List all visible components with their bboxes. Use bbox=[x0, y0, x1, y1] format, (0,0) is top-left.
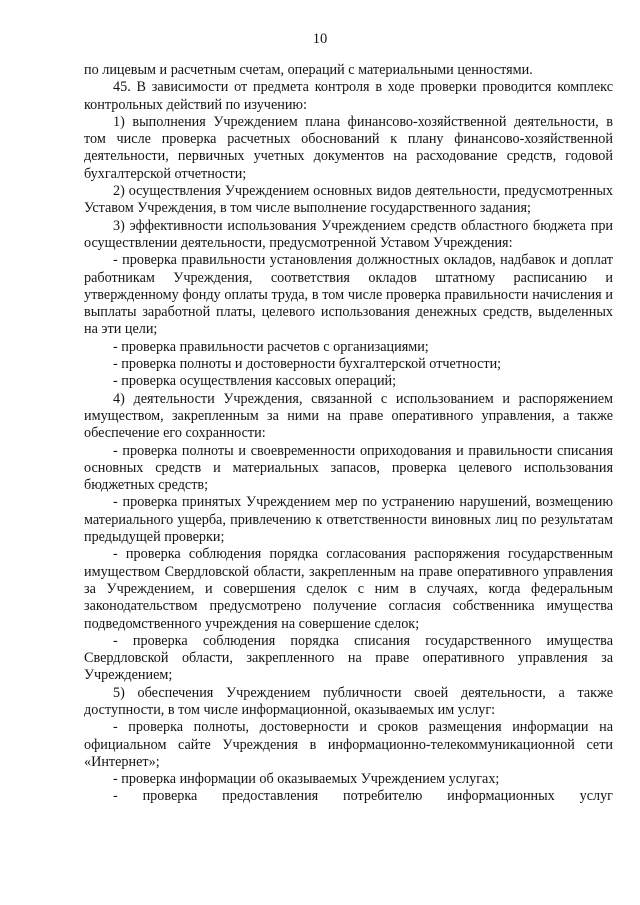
page-number: 10 bbox=[312, 31, 328, 47]
paragraph-subitem: - проверка правильности расчетов с организациями; bbox=[113, 338, 429, 355]
paragraph-item-4: 4) деятельности Учреждения, связанной с использованием и распоряжением имуществом, закрепленным за ними на праве оперативного управления, а также обеспечение его сохранности: bbox=[84, 390, 613, 442]
paragraph-item-2: 2) осуществления Учреждением основных видов деятельности, предусмотренных Уставом Учреждения, в том числе выполнение государственного задания; bbox=[84, 183, 613, 217]
paragraph-subitem: - проверка правильности установления должностных окладов, надбавок и доплат работникам Учреждения, соответствия окладов штатному расписанию и утвержденному фонду оплаты труда, в том числе проверка правильности начисления и выплаты заработной платы, целевого использования денежных средств, выделенных на эти цели; bbox=[84, 252, 613, 338]
paragraph-subitem: - проверка информации об оказываемых Учреждением услугах; bbox=[113, 771, 500, 788]
paragraph-subitem: - проверка осуществления кассовых операций; bbox=[113, 373, 397, 390]
paragraph-subitem: - проверка полноты и достоверности бухгалтерской отчетности; bbox=[113, 356, 502, 373]
paragraph-continuation: по лицевым и расчетным счетам, операций с материальными ценностями. bbox=[84, 62, 533, 78]
paragraph-subitem: - проверка соблюдения порядка списания государственного имущества Свердловской области, закрепленного на праве оперативного управления за Учреждением; bbox=[84, 632, 613, 684]
paragraph-clause-45: 45. В зависимости от предмета контроля в ходе проверки проводится комплекс контрольных действий по изучению: bbox=[84, 79, 613, 113]
paragraph-subitem: - проверка принятых Учреждением мер по устранению нарушений, возмещению материального ущерба, привлечению к ответственности виновных лиц по результатам предыдущей проверки; bbox=[84, 494, 613, 546]
paragraph-subitem: - проверка полноты, достоверности и сроков размещения информации на официальном сайте Учреждения в информационно-телекоммуникационной сети «Интернет»; bbox=[84, 719, 613, 770]
document-body bbox=[84, 62, 613, 806]
paragraph-item-1: 1) выполнения Учреждением плана финансово-хозяйственной деятельности, в том числе проверка расчетных обоснований к плану финансово-хозяйственной деятельности, первичных учетных документов на расходование средств, годовой бухгалтерской отчетности; bbox=[84, 113, 613, 182]
paragraph-subitem: - проверка соблюдения порядка согласования распоряжения государственным имуществом Свердловской области, закрепленным на праве оперативного управления за Учреждением, и совершения сделок с ним в случаях, когда федеральным законодательством предусмотрено получение согласия собственника имущества подведомственного учреждения на совершение сделок; bbox=[84, 546, 613, 632]
paragraph-subitem: - проверка предоставления потребителю информационных услуг bbox=[113, 788, 613, 805]
paragraph-item-5: 5) обеспечения Учреждением публичности своей деятельности, а также доступности, в том числе информационной, оказываемых им услуг: bbox=[84, 684, 613, 718]
paragraph-item-3: 3) эффективности использования Учреждением средств областного бюджета при осуществлении деятельности, предусмотренной Уставом Учреждения: bbox=[84, 217, 613, 251]
paragraph-subitem: - проверка полноты и своевременности оприходования и правильности списания основных средств и материальных запасов, проверка целевого использования бюджетных средств; bbox=[84, 442, 613, 494]
